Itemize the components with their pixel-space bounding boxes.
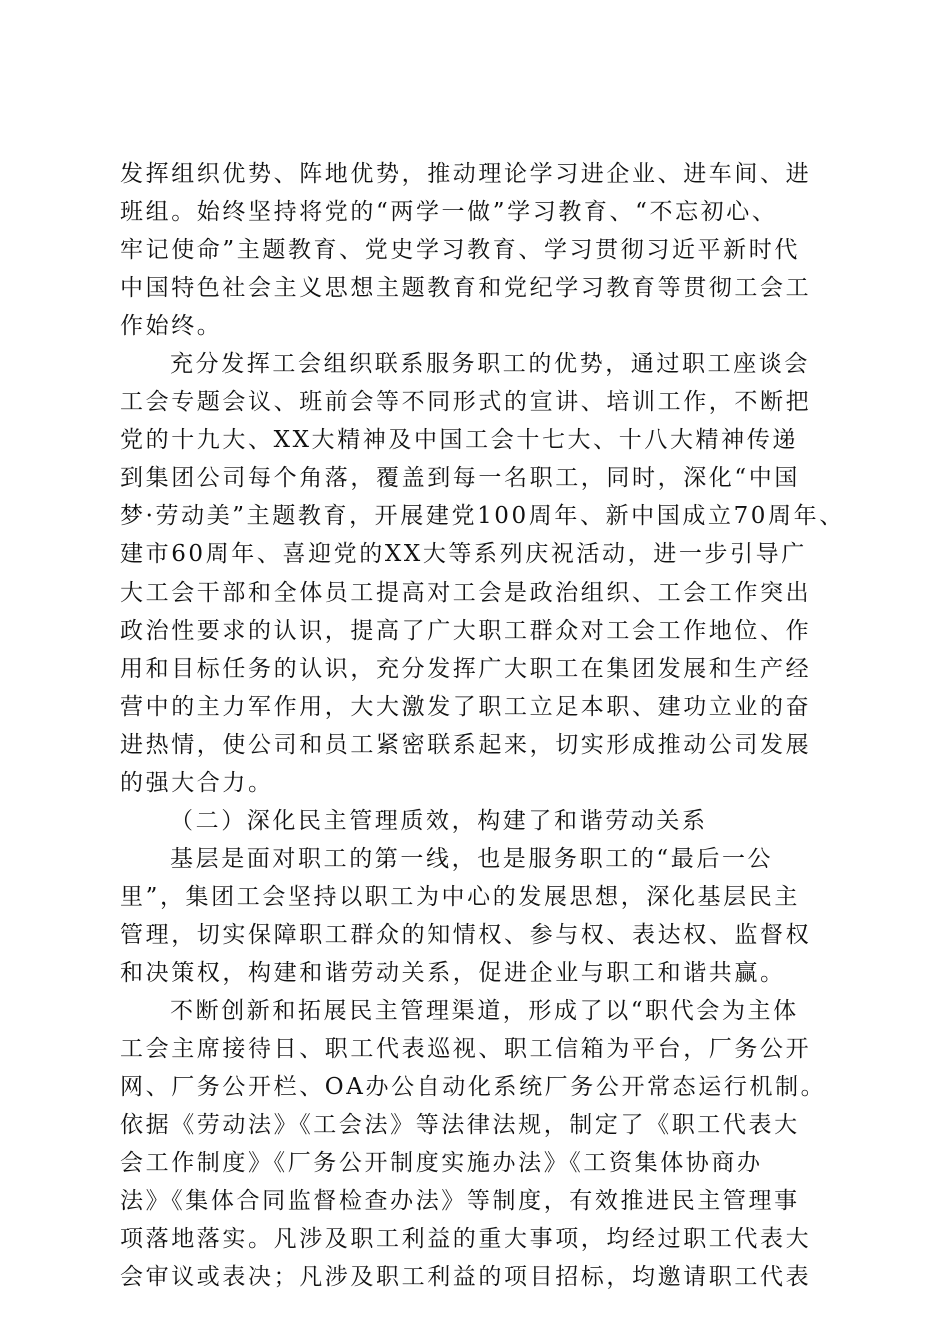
text-line: 政治性要求的认识，提高了广大职工群众对工会工作地位、作: [120, 617, 812, 644]
text-line: 营中的主力军作用，大大激发了职工立足本职、建功立业的奋: [120, 693, 812, 720]
text-line: 梦·劳动美”主题教育，开展建党100周年、新中国成立70周年、: [120, 503, 845, 530]
text-line: 党的十九大、XX大精神及中国工会十七大、十八大精神传递: [120, 427, 798, 454]
text-line: 中国特色社会主义思想主题教育和党纪学习教育等贯彻工会工: [120, 275, 812, 302]
section-heading: （二）深化民主管理质效，构建了和谐劳动关系: [170, 807, 708, 834]
text-line: 牢记使命”主题教育、党史学习教育、学习贯彻习近平新时代: [120, 237, 800, 264]
text-line: 发挥组织优势、阵地优势，推动理论学习进企业、进车间、进: [120, 161, 812, 187]
text-line: 到集团公司每个角落，覆盖到每一名职工，同时，深化“中国: [120, 465, 800, 492]
text-line: 建市60周年、喜迎党的XX大等系列庆祝活动，进一步引导广: [120, 541, 807, 568]
text-line: 依据《劳动法》《工会法》等法律法规，制定了《职工代表大: [120, 1112, 800, 1139]
text-line: 的强大合力。: [120, 769, 274, 796]
text-line: 用和目标任务的认识，充分发挥广大职工在集团发展和生产经: [120, 655, 812, 682]
text-line: 里”，集团工会坚持以职工为中心的发展思想，深化基层民主: [120, 883, 800, 910]
text-line: 工会专题会议、班前会等不同形式的宣讲、培训工作，不断把: [120, 389, 812, 416]
text-line: 管理，切实保障职工群众的知情权、参与权、表达权、监督权: [120, 921, 812, 948]
text-line: 不断创新和拓展民主管理渠道，形成了以“职代会为主体: [170, 998, 799, 1025]
text-line: 班组。始终坚持将党的“两学一做”学习教育、“不忘初心、: [120, 199, 778, 226]
text-line: 会工作制度》《厂务公开制度实施办法》《工资集体协商办: [120, 1150, 763, 1177]
body-text: [120, 155, 845, 1296]
text-line: 项落地落实。凡涉及职工利益的重大事项，均经过职工代表大: [120, 1226, 812, 1253]
text-line: 会审议或表决；凡涉及职工利益的项目招标，均邀请职工代表: [120, 1264, 812, 1291]
text-line: 进热情，使公司和员工紧密联系起来，切实形成推动公司发展: [120, 731, 812, 758]
text-line: 大工会干部和全体员工提高对工会是政治组织、工会工作突出: [120, 579, 812, 606]
text-line: 充分发挥工会组织联系服务职工的优势，通过职工座谈会: [170, 351, 810, 378]
text-line: 基层是面对职工的第一线，也是服务职工的“最后一公: [170, 845, 774, 872]
text-line: 和决策权，构建和谐劳动关系，促进企业与职工和谐共赢。: [120, 959, 786, 986]
text-line: 法》《集体合同监督检查办法》等制度，有效推进民主管理事: [120, 1188, 800, 1215]
text-line: 作始终。: [120, 313, 223, 340]
text-line: 工会主席接待日、职工代表巡视、职工信箱为平台，厂务公开: [120, 1036, 812, 1063]
text-line: 网、厂务公开栏、OA办公自动化系统厂务公开常态运行机制。: [120, 1074, 827, 1101]
